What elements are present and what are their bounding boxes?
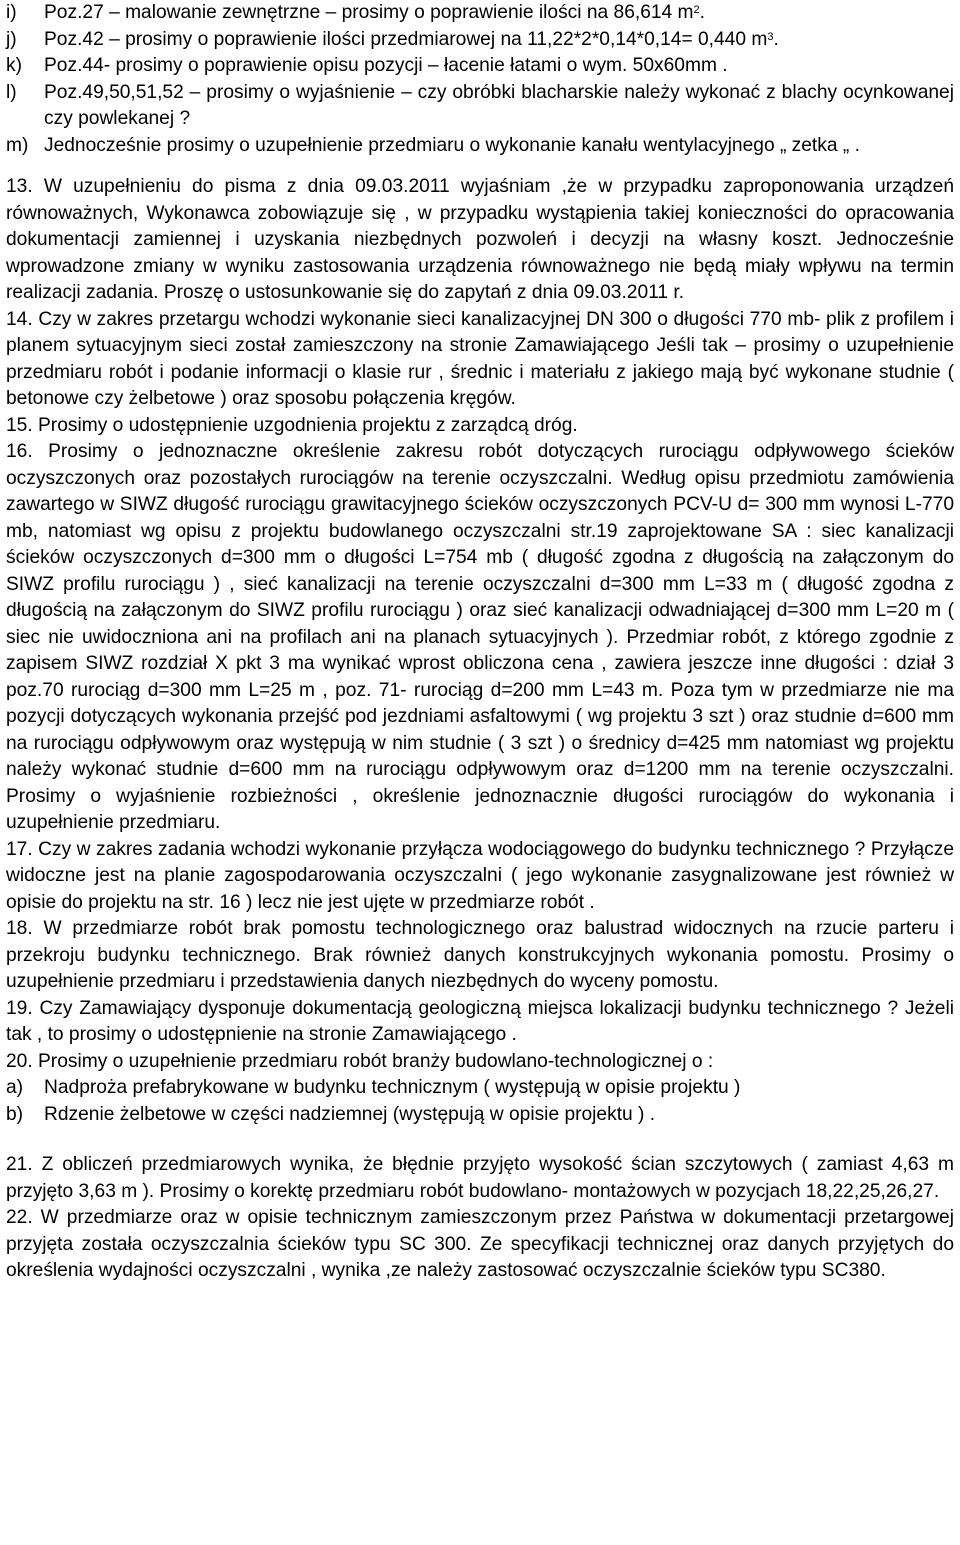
list-text-main: Poz.27 – malowanie zewnętrzne – prosimy o poprawienie ilości na 86,614 m: [44, 2, 694, 23]
list-label: l): [6, 81, 17, 103]
paragraph-19: 19. Czy Zamawiający dysponuje dokumentacją geologiczną miejsca lokalizacji budynku technicznego ? Jeżeli tak , to prosimy o udostępnienie na stronie Zamawiającego .: [6, 997, 954, 1045]
paragraph-15: 15. Prosimy o udostępnienie uzgodnienia projektu z zarządcą dróg.: [6, 414, 578, 436]
list-item-m: [6, 133, 954, 160]
list-label: b): [6, 1103, 24, 1125]
list-text: Nadproża prefabrykowane w budynku technicznym ( występują w opisie projektu ): [44, 1077, 741, 1098]
list-text: [44, 27, 954, 54]
paragraph-20: 20. Prosimy o uzupełnienie przedmiaru robót branży budowlano-technologicznej o :: [6, 1050, 714, 1072]
list-label: i): [6, 2, 17, 23]
list-label: m): [6, 134, 29, 156]
list-text-main: Poz.42 – prosimy o poprawienie ilości przedmiarowej na 11,22*2*0,14*0,14= 0,440 m: [44, 28, 768, 50]
list-label: j): [6, 28, 17, 50]
superscript: 3: [767, 30, 774, 43]
list-item-20a: [6, 1075, 954, 1102]
list-text: Jednocześnie prosimy o uzupełnienie przedmiaru o wykonanie kanału wentylacyjnego „ zetka „ .: [44, 134, 860, 156]
list-text: [44, 0, 954, 27]
paragraph-21: 21. Z obliczeń przedmiarowych wynika, że błędnie przyjęto wysokość ścian szczytowych ( zamiast 4,63 m przyjęto 3,63 m ). Prosimy o korektę przedmiaru robót budowlano- montażowych w pozycjach 18,22,25,26,27.: [6, 1154, 954, 1202]
list-text: Rdzenie żelbetowe w części nadziemnej (występują w opisie projektu ) .: [44, 1103, 656, 1125]
paragraph-18: 18. W przedmiarze robót brak pomostu technologicznego oraz balustrad widocznych na rzucie parteru i przekroju budynku technicznego. Brak również danych konstrukcyjnych wykonania pomostu. Prosimy o uzupełnienie przedmiaru i przedstawienia danych niezbędnych do wyceny pomostu.: [6, 918, 954, 992]
list-item-l: [6, 80, 954, 133]
list-item-j: [6, 27, 954, 54]
list-text: Poz.44- prosimy o poprawienie opisu pozycji – łacenie łatami o wym. 50x60mm .: [44, 55, 728, 76]
paragraph-13: 13. W uzupełnieniu do pisma z dnia 09.03.2011 wyjaśniam ,że w przypadku zaproponowania urządzeń równoważnych, Wykonawca zobowiązuje się , w przypadku wystąpienia takiej konieczności do opracowania dokumentacji zamiennej i uzyskania niezbędnych pozwoleń i decyzji na własny koszt. Jednocześnie wprowadzone zmiany w wyniku zastosowania urządzenia równoważnego nie będą miały wpływu na termin realizacji zadania. Proszę o ustosunkowanie się do zapytań z dnia 09.03.2011 r.: [6, 176, 954, 303]
list-label: k): [6, 55, 22, 76]
list-text: Poz.49,50,51,52 – prosimy o wyjaśnienie – czy obróbki blacharskie należy wykonać z blachy ocynkowanej czy powlekanej ?: [44, 81, 954, 129]
paragraph-22: 22. W przedmiarze oraz w opisie technicznym zamieszczonym przez Państwa w dokumentacji przetargowej przyjęta została oczyszczalnia ścieków typu SC 300. Ze specyfikacji technicznej oraz danych przyjętych do określenia wydajności oczyszczalni , wynika ,ze należy zastosować oczyszczalnie ścieków typu SC380.: [6, 1207, 954, 1281]
list-text-end: .: [699, 2, 705, 23]
list-item-i: [6, 0, 954, 27]
list-item-k: [6, 53, 954, 80]
list-label: a): [6, 1077, 24, 1098]
spacer: [6, 1128, 954, 1152]
paragraph-17: 17. Czy w zakres zadania wchodzi wykonanie przyłącza wodociągowego do budynku technicznego ? Przyłącze widoczne jest na planie zagospodarowania oczyszczalni ( jego wykonanie zasygnalizowane jest również w opisie do projektu na str. 16 ) lecz nie jest ujęte w przedmiarze robót .: [6, 838, 954, 913]
document-page: [6, 0, 954, 1285]
list-item-20b: [6, 1102, 954, 1129]
list-text-end: .: [773, 28, 779, 50]
paragraph-14: 14. Czy w zakres przetargu wchodzi wykonanie sieci kanalizacyjnej DN 300 o długości 770 mb- plik z profilem i planem sytuacyjnym sieci został zamieszczony na stronie Zamawiającego Jeśli tak – prosimy o uzupełnienie przedmiaru robót i podanie informacji o klasie rur , średnic i materiału z jakiego mają być wykonane studnie ( betonowe czy żelbetowe ) oraz sposobu połączenia kręgów.: [6, 308, 954, 409]
superscript: 2: [693, 4, 700, 16]
paragraph-16: 16. Prosimy o jednoznaczne określenie zakresu robót dotyczących rurociągu odpływowego ścieków oczyszczonych oraz pozostałych rurociągów na terenie oczyszczalni. Według opisu przedmiotu zamówienia zawartego w SIWZ długość rurociągu grawitacyjnego ścieków oczyszczonych PCV-U d= 300 mm wynosi L-770 mb, natomiast wg opisu z projektu budowlanego oczyszczalni str.19 zaprojektowane SA : siec kanalizacji ścieków oczyszczonych d=300 mm o długości L=754 mb ( długość zgodna z długością na załączonym do SIWZ profilu rurociągu ) , sieć kanalizacji na terenie oczyszczalni d=300 mm L=33 m ( długość zgodna z długością na załączonym do SIWZ profilu rurociągu ) oraz sieć kanalizacji odwadniającej d=300 mm L=20 m ( siec nie uwidoczniona ani na profilach ani na planach sytuacyjnych ). Przedmiar robót, z którego zgodnie z zapisem SIWZ rozdział X pkt 3 ma wynikać wprost obliczona cena , zawiera jeszcze inne długości : dział 3 poz.70 rurociąg d=300 mm L=25 m , poz. 71- rurociąg d=200 mm L=43 m. Poza tym w przedmiarze nie ma pozycji dotyczących wykonania przejść pod jezdniami asfaltowymi ( wg projektu 3 szt ) oraz studnie d=600 mm na rurociągu odpływowym oraz występują w nim studnie ( 3 szt ) o średnicy d=425 mm natomiast wg projektu należy wykonać studnie d=600 mm na rurociągu odpływowym oraz d=1200 mm na terenie oczyszczalni. Prosimy o wyjaśnienie rozbieżności , określenie jednoznacznie długości rurociągów do wykonania i uzupełnienie przedmiaru.: [6, 441, 954, 833]
